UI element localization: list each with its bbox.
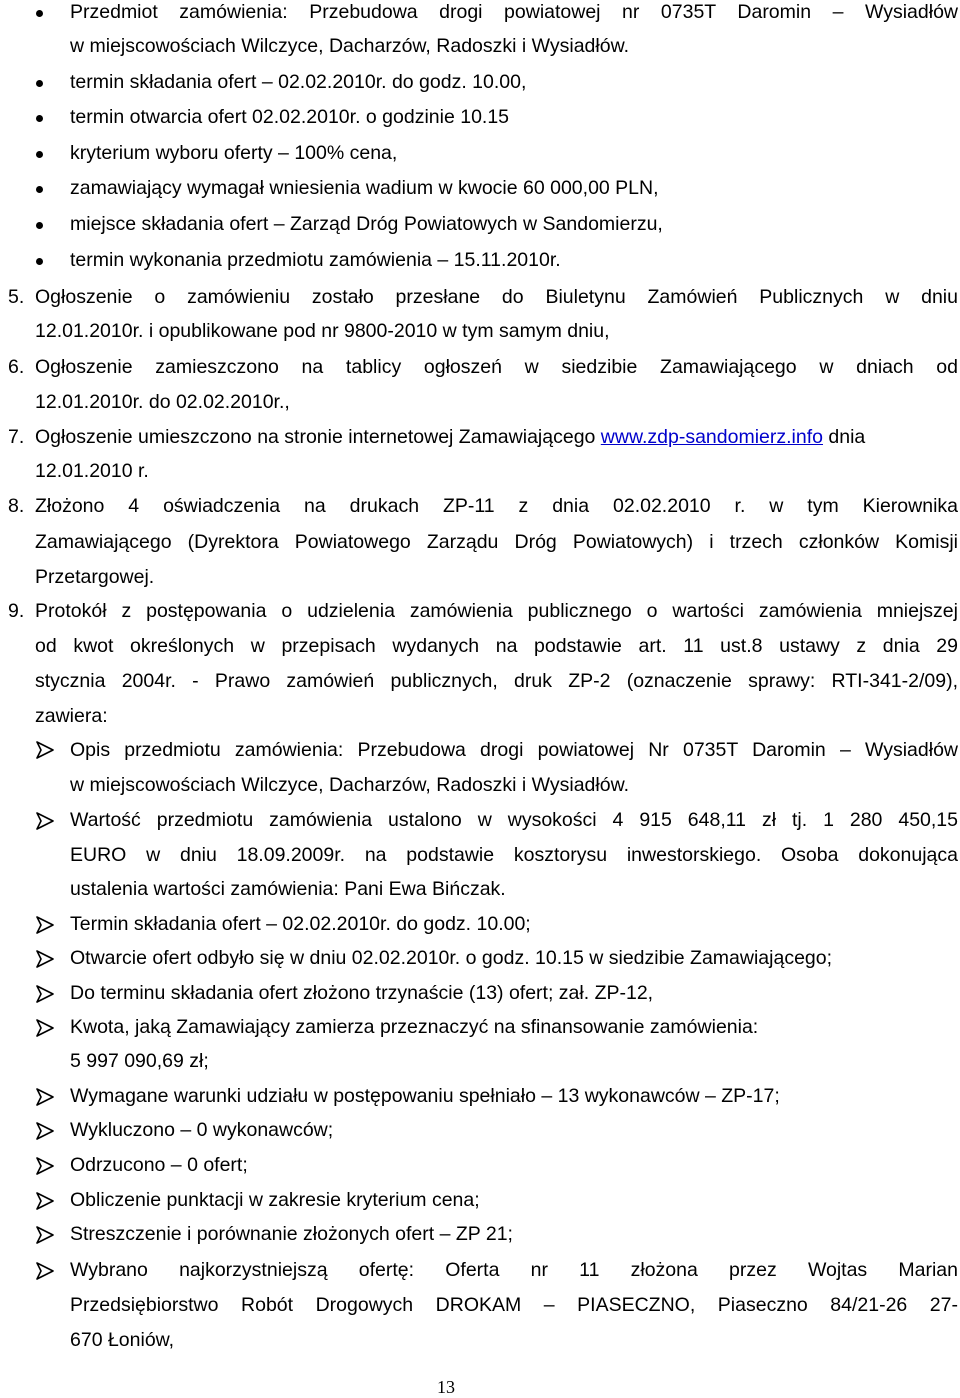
arrow-item: Wartość przedmiotu zamówienia ustalono w wysokości 4 915 648,11 zł tj. 1 280 450,15 xyxy=(70,809,958,831)
arrow-bullet-icon xyxy=(36,1226,54,1244)
list-item-continuation: w miejscowościach Wilczyce, Dacharzów, Radoszki i Wysiadłów. xyxy=(70,35,629,57)
arrow-item-continuation: EURO w dniu 18.09.2009r. na podstawie kosztorysu inwestorskiego. Osoba dokonująca xyxy=(70,844,958,866)
bullet-icon xyxy=(36,80,43,87)
bullet-icon xyxy=(36,151,43,158)
arrow-item: Wymagane warunki udziału w postępowaniu spełniało – 13 wykonawców – ZP-17; xyxy=(70,1085,780,1107)
arrow-item-continuation: ustalenia wartości zamówienia: Pani Ewa Bińczak. xyxy=(70,878,506,900)
arrow-item-continuation: 670 Łoniów, xyxy=(70,1329,175,1351)
list-item: kryterium wyboru oferty – 100% cena, xyxy=(70,142,398,164)
page-number: 13 xyxy=(437,1377,455,1397)
arrow-item: Wykluczono – 0 wykonawców; xyxy=(70,1119,334,1141)
list-item: termin otwarcia ofert 02.02.2010r. o godzinie 10.15 xyxy=(70,106,510,128)
numbered-item-continuation: Przetargowej. xyxy=(35,566,155,588)
list-item: zamawiający wymagał wniesienia wadium w kwocie 60 000,00 PLN, xyxy=(70,177,659,199)
arrow-bullet-icon xyxy=(36,916,54,934)
bullet-icon xyxy=(36,186,43,193)
arrow-item: Do terminu składania ofert złożono trzynaście (13) ofert; zał. ZP-12, xyxy=(70,982,654,1004)
arrow-bullet-icon xyxy=(36,1088,54,1106)
numbered-item xyxy=(35,425,865,449)
arrow-item: Opis przedmiotu zamówienia: Przebudowa drogi powiatowej Nr 0735T Daromin – Wysiadłów xyxy=(70,739,958,761)
list-item: Przedmiot zamówienia: Przebudowa drogi powiatowej nr 0735T Daromin – Wysiadłów xyxy=(70,1,958,23)
numbered-item-continuation: od kwot określonych w przepisach wydanych na podstawie art. 11 ust.8 ustawy z dnia 29 xyxy=(35,635,958,657)
arrow-item-continuation: Przedsiębiorstwo Robót Drogowych DROKAM – PIASECZNO, Piaseczno 84/21-26 27- xyxy=(70,1294,958,1316)
arrow-item: Obliczenie punktacji w zakresie kryterium cena; xyxy=(70,1189,480,1211)
arrow-bullet-icon xyxy=(36,1157,54,1175)
numbered-item: Protokół z postępowania o udzielenia zamówienia publicznego o wartości zamówienia mniejszej xyxy=(35,600,958,622)
arrow-bullet-icon xyxy=(36,1192,54,1210)
item-number: 7. xyxy=(8,426,25,448)
arrow-bullet-icon xyxy=(36,1019,54,1037)
arrow-bullet-icon xyxy=(36,741,54,759)
website-link[interactable]: www.zdp-sandomierz.info xyxy=(600,426,823,448)
numbered-item: Ogłoszenie zamieszczono na tablicy ogłoszeń w siedzibie Zamawiającego w dniach od xyxy=(35,356,958,378)
arrow-item: Kwota, jaką Zamawiający zamierza przeznaczyć na sfinansowanie zamówienia: xyxy=(70,1016,759,1038)
arrow-item: Otwarcie ofert odbyło się w dniu 02.02.2010r. o godz. 10.15 w siedzibie Zamawiającego; xyxy=(70,947,833,969)
arrow-bullet-icon xyxy=(36,985,54,1003)
numbered-item: Złożono 4 oświadczenia na drukach ZP-11 z dnia 02.02.2010 r. w tym Kierownika xyxy=(35,495,958,517)
arrow-bullet-icon xyxy=(36,950,54,968)
item-number: 9. xyxy=(8,600,25,622)
numbered-item: Ogłoszenie o zamówieniu zostało przesłane do Biuletynu Zamówień Publicznych w dniu xyxy=(35,286,958,308)
bullet-icon xyxy=(36,10,43,17)
numbered-item-continuation: stycznia 2004r. - Prawo zamówień publicznych, druk ZP-2 (oznaczenie sprawy: RTI-341-2/09), xyxy=(35,670,958,692)
list-item: miejsce składania ofert – Zarząd Dróg Powiatowych w Sandomierzu, xyxy=(70,213,663,235)
numbered-item-continuation: 12.01.2010r. i opublikowane pod nr 9800-2010 w tym samym dniu, xyxy=(35,320,610,342)
numbered-item-continuation: 12.01.2010r. do 02.02.2010r., xyxy=(35,391,290,413)
numbered-item-continuation: 12.01.2010 r. xyxy=(35,460,149,482)
arrow-item: Streszczenie i porównanie złożonych ofert – ZP 21; xyxy=(70,1223,513,1245)
item-number: 5. xyxy=(8,286,25,308)
arrow-bullet-icon xyxy=(36,1262,54,1280)
arrow-item: Wybrano najkorzystniejszą ofertę: Oferta nr 11 złożona przez Wojtas Marian xyxy=(70,1259,958,1281)
bullet-icon xyxy=(36,222,43,229)
arrow-bullet-icon xyxy=(36,812,54,830)
bullet-icon xyxy=(36,115,43,122)
arrow-item-continuation: 5 997 090,69 zł; xyxy=(70,1050,209,1072)
numbered-item-continuation: zawiera: xyxy=(35,705,108,727)
item-number: 8. xyxy=(8,495,25,517)
item-text: Ogłoszenie umieszczono na stronie internetowej Zamawiającego xyxy=(35,426,601,448)
arrow-bullet-icon xyxy=(36,1122,54,1140)
arrow-item: Termin składania ofert – 02.02.2010r. do godz. 10.00; xyxy=(70,913,531,935)
arrow-item-continuation: w miejscowościach Wilczyce, Dacharzów, Radoszki i Wysiadłów. xyxy=(70,774,629,796)
item-text: dnia xyxy=(822,426,866,448)
arrow-item: Odrzucono – 0 ofert; xyxy=(70,1154,248,1176)
list-item: termin składania ofert – 02.02.2010r. do godz. 10.00, xyxy=(70,71,527,93)
numbered-item-continuation: Zamawiającego (Dyrektora Powiatowego Zarządu Dróg Powiatowych) i trzech członków Komisji xyxy=(35,531,958,553)
item-number: 6. xyxy=(8,356,25,378)
bullet-icon xyxy=(36,258,43,265)
list-item: termin wykonania przedmiotu zamówienia – 15.11.2010r. xyxy=(70,249,561,271)
